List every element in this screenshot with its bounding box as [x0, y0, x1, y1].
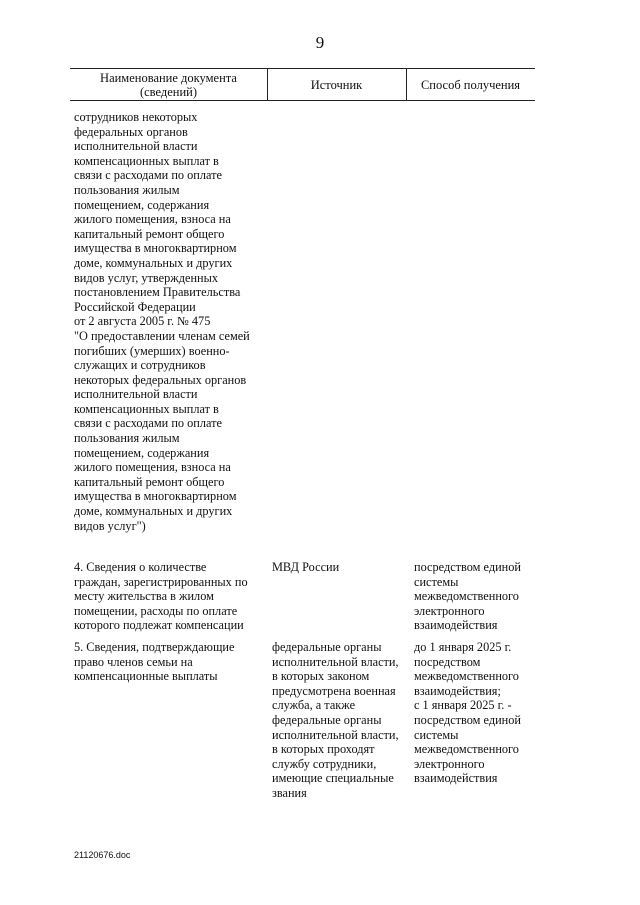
header-document-name: Наименование документа (сведений) — [100, 70, 237, 99]
header-method: Способ получения — [420, 77, 521, 92]
row-5-document-name: 5. Сведения, подтверждающие право членов семьи на компенсационные выплаты — [74, 640, 235, 684]
row-4-document-name: 4. Сведения о количестве граждан, зарегистрированных по месту жительства в жилом помещении, расходы по оплате которого подлежат компенсации — [74, 560, 248, 633]
row-5-source: федеральные органы исполнительной власти, в которых законом предусмотрена военная служба, а также федеральные органы исполнительной власти, в которых проходят службу сотрудники, имеющие специальные звания — [272, 640, 399, 800]
row-4-method: посредством единой системы межведомственного электронного взаимодействия — [414, 560, 521, 633]
page-number: 9 — [315, 33, 325, 52]
header-source: Источник — [310, 77, 363, 92]
row-4-source: МВД России — [272, 560, 340, 574]
footer-filename: 21120676.doc — [74, 850, 131, 860]
continued-document-text: сотрудников некоторых федеральных органов исполнительной власти компенсационных выплат в связи с расходами по оплате пользования жилым помещением, содержания жилого помещения, взноса на капитальный ремонт общего имущества в многоквартирном доме, коммунальных и других видов услуг, утвержденных постановлением Правительства Российской Федерации от 2 августа 2005 г. № 475 "О предоставлении членам семей погибших (умерших) военно- служащих и сотрудников некоторых федеральных органов исполнительной власти компенсационных выплат в связи с расходами по оплате пользования жилым помещением, содержания жилого помещения, взноса на капитальный ремонт общего имущества в многоквартирном доме, коммунальных и других видов услуг") — [74, 110, 250, 533]
row-5-method: до 1 января 2025 г. посредством межведомственного взаимодействия; с 1 января 2025 г. - посредством единой системы межведомственного электронного взаимодействия — [414, 640, 521, 786]
